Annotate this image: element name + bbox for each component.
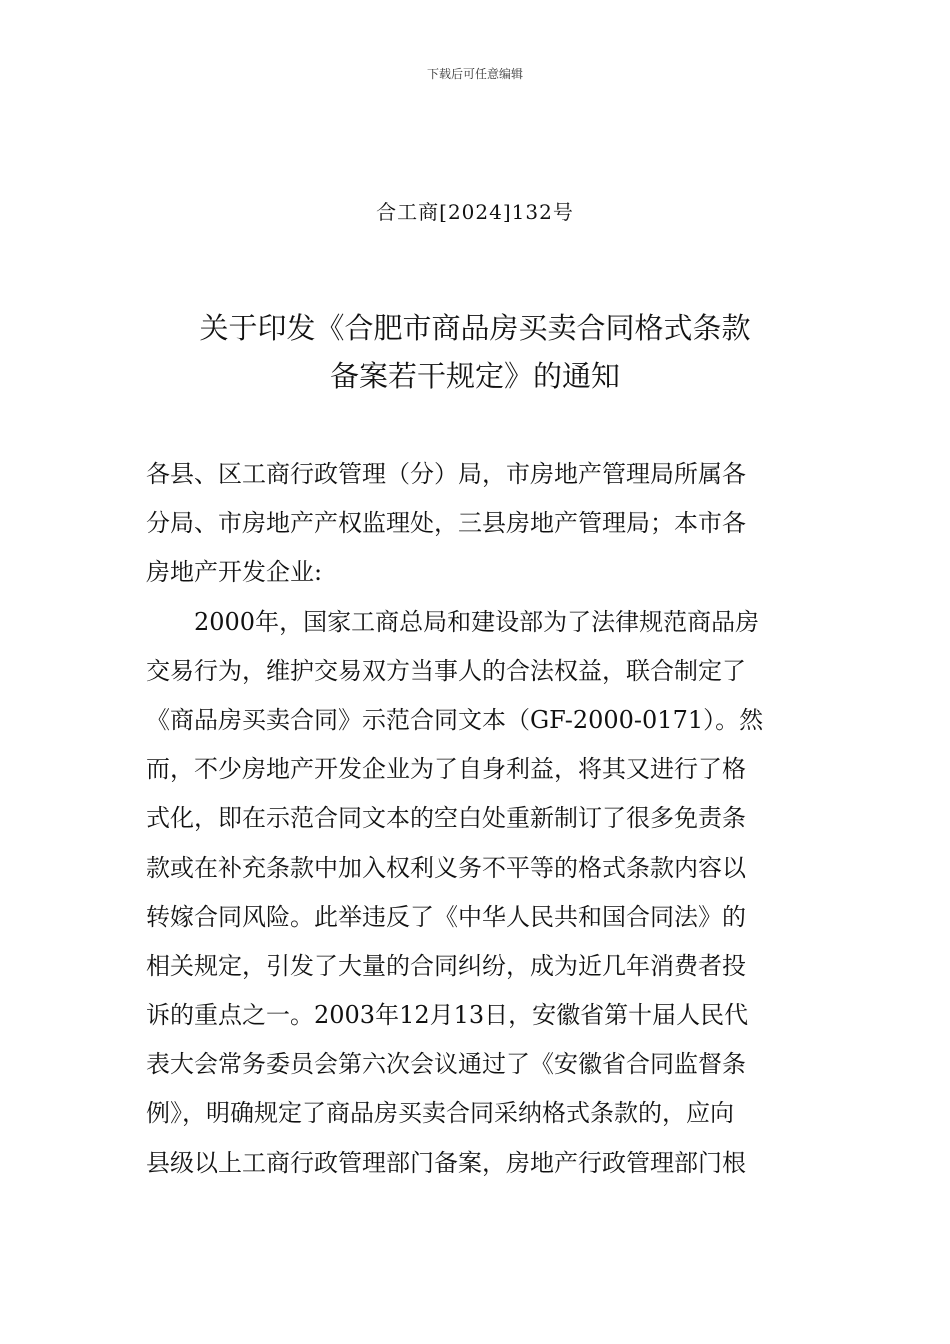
body-line: 而，不少房地产开发企业为了自身利益，将其又进行了格 (146, 755, 746, 784)
body-line: 县级以上工商行政管理部门备案，房地产行政管理部门根 (146, 1148, 746, 1177)
body-line: 分局、市房地产产权监理处，三县房地产管理局；本市各 (146, 509, 746, 538)
document-title (0, 304, 950, 400)
title-line-1: 关于印发《合肥市商品房买卖合同格式条款 (199, 311, 751, 345)
body-line: 转嫁合同风险。此举违反了《中华人民共和国合同法》的 (146, 902, 746, 931)
document-number: 合工商[2024]132号 (376, 200, 574, 224)
body-line: 交易行为，维护交易双方当事人的合法权益，联合制定了 (146, 656, 746, 685)
body-line: 式化，即在示范合同文本的空白处重新制订了很多免责条 (146, 804, 746, 833)
body-line: 表大会常务委员会第六次会议通过了《安徽省合同监督条 (146, 1050, 746, 1079)
body-line: 2000年，国家工商总局和建设部为了法律规范商品房 (146, 607, 760, 636)
body-line: 《商品房买卖合同》示范合同文本（GF-2000-0171）。然 (146, 705, 764, 734)
body-line: 房地产开发企业: (146, 558, 323, 587)
title-line-2: 备案若干规定》的通知 (329, 359, 620, 393)
body-line: 款或在补充条款中加入权利义务不平等的格式条款内容以 (146, 853, 746, 882)
body-text (146, 450, 786, 1188)
body-line: 相关规定，引发了大量的合同纠纷，成为近几年消费者投 (146, 951, 746, 980)
body-line: 例》，明确规定了商品房买卖合同采纳格式条款的，应向 (146, 1099, 734, 1128)
body-line: 诉的重点之一。2003年12月13日，安徽省第十届人民代 (146, 1001, 749, 1030)
body-line: 各县、区工商行政管理（分）局，市房地产管理局所属各 (146, 460, 746, 488)
header-note: 下载后可任意编辑 (426, 67, 523, 81)
